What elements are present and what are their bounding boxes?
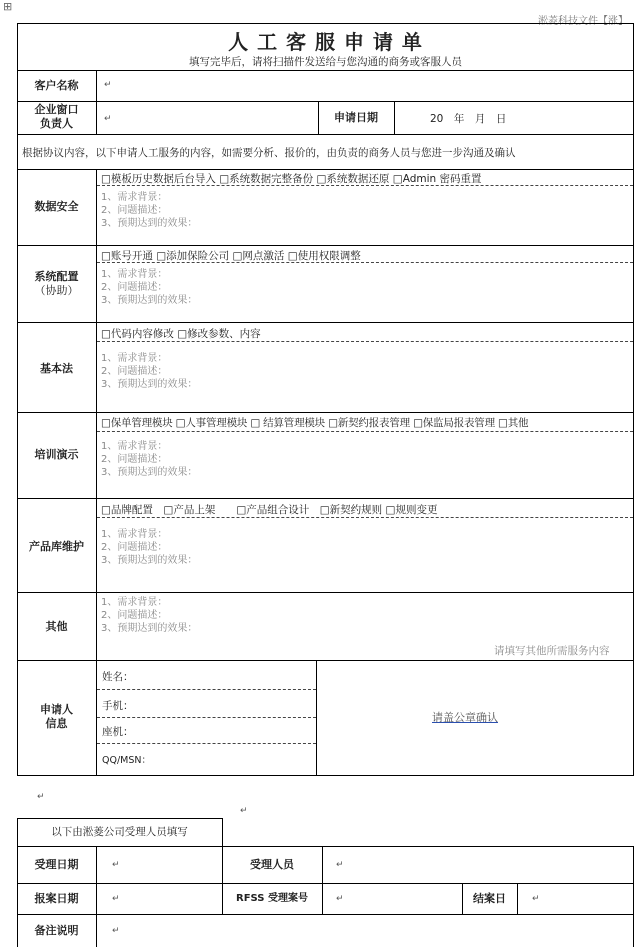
table-anchor-icon[interactable]: ⊞ — [3, 0, 13, 13]
applicant-info-label: 申请人 信息 — [40, 703, 73, 730]
section-other-desc[interactable]: 1、需求背景： 2、问题描述： 3、预期达到的效果： — [101, 597, 198, 634]
document-tag: 淞菱科技文件【涨】 — [538, 16, 628, 27]
owner-label-line2: 负责人 — [40, 117, 73, 130]
section-system-config-desc[interactable]: 1、需求背景： 2、问题描述： 3、预期达到的效果： — [101, 269, 198, 306]
section-other-hint: 请填写其他所需服务内容 — [494, 645, 610, 657]
section-system-config-label: 系统配置 （协助） — [34, 270, 79, 297]
close-date-label: 结案日 — [473, 892, 506, 905]
section-data-security-label: 数据安全 — [34, 200, 79, 213]
agreement-note: 根据协议内容，以下申请人工服务的内容，如需要分析、报价的，由负责的商务人员与您进一步沟通及确认 — [22, 147, 516, 159]
form-subtitle: 填写完毕后，请将扫描件发送给与您沟通的商务或客服人员 — [189, 56, 462, 68]
apply-date-label: 申请日期 — [334, 111, 378, 124]
file-date-label: 报案日期 — [34, 892, 79, 905]
applicant-phone-field[interactable]: 座机： — [102, 726, 134, 738]
section-training-label: 培训演示 — [34, 448, 79, 461]
rfss-no-label: RFSS 受理案号 — [236, 893, 308, 904]
accept-date-label: 受理日期 — [34, 858, 79, 871]
applicant-mobile-field[interactable]: 手机： — [102, 700, 134, 712]
section-training-options[interactable]: □保单管理模块 □人事管理模块 □ 结算管理模块 □新契约报表管理 □保监局报表管理 □其他 — [101, 417, 529, 429]
section-data-security-desc[interactable]: 1、需求背景： 2、问题描述： 3、预期达到的效果： — [101, 192, 198, 229]
section-basic-law-label: 基本法 — [40, 362, 73, 375]
section-product-library-options[interactable]: □品牌配置 □产品上架 □产品组合设计 □新契约规则 □规则变更 — [101, 504, 438, 516]
owner-label-line1: 企业窗口 — [34, 103, 79, 116]
accept-person-label: 受理人员 — [250, 858, 294, 871]
office-use-header: 以下由淞菱公司受理人员填写 — [51, 826, 188, 838]
section-product-library-desc[interactable]: 1、需求背景： 2、问题描述： 3、预期达到的效果： — [101, 529, 198, 566]
remark-label: 备注说明 — [34, 924, 79, 937]
section-basic-law-desc[interactable]: 1、需求背景： 2、问题描述： 3、预期达到的效果： — [101, 353, 198, 390]
apply-date-value[interactable]: 20 年 月 日 — [430, 113, 507, 125]
customer-name-label: 客户名称 — [34, 79, 79, 92]
section-other-label: 其他 — [45, 620, 68, 633]
section-product-library-label: 产品库维护 — [29, 540, 84, 553]
applicant-qq-field[interactable]: QQ/MSN： — [102, 755, 151, 766]
form-title: 人 工 客 服 申 请 单 — [228, 30, 423, 54]
section-data-security-options[interactable]: □模板历史数据后台导入 □系统数据完整备份 □系统数据还原 □Admin 密码重置 — [101, 173, 482, 185]
applicant-name-field[interactable]: 姓名： — [102, 671, 134, 683]
section-training-desc[interactable]: 1、需求背景： 2、问题描述： 3、预期达到的效果： — [101, 441, 198, 478]
owner-label — [17, 103, 96, 131]
seal-confirm-text: 请盖公章确认 — [432, 711, 498, 724]
section-system-config-options[interactable]: □账号开通 □添加保险公司 □网点激活 □使用权限调整 — [101, 250, 361, 262]
section-basic-law-options[interactable]: □代码内容修改 □修改参数、内容 — [101, 328, 261, 340]
